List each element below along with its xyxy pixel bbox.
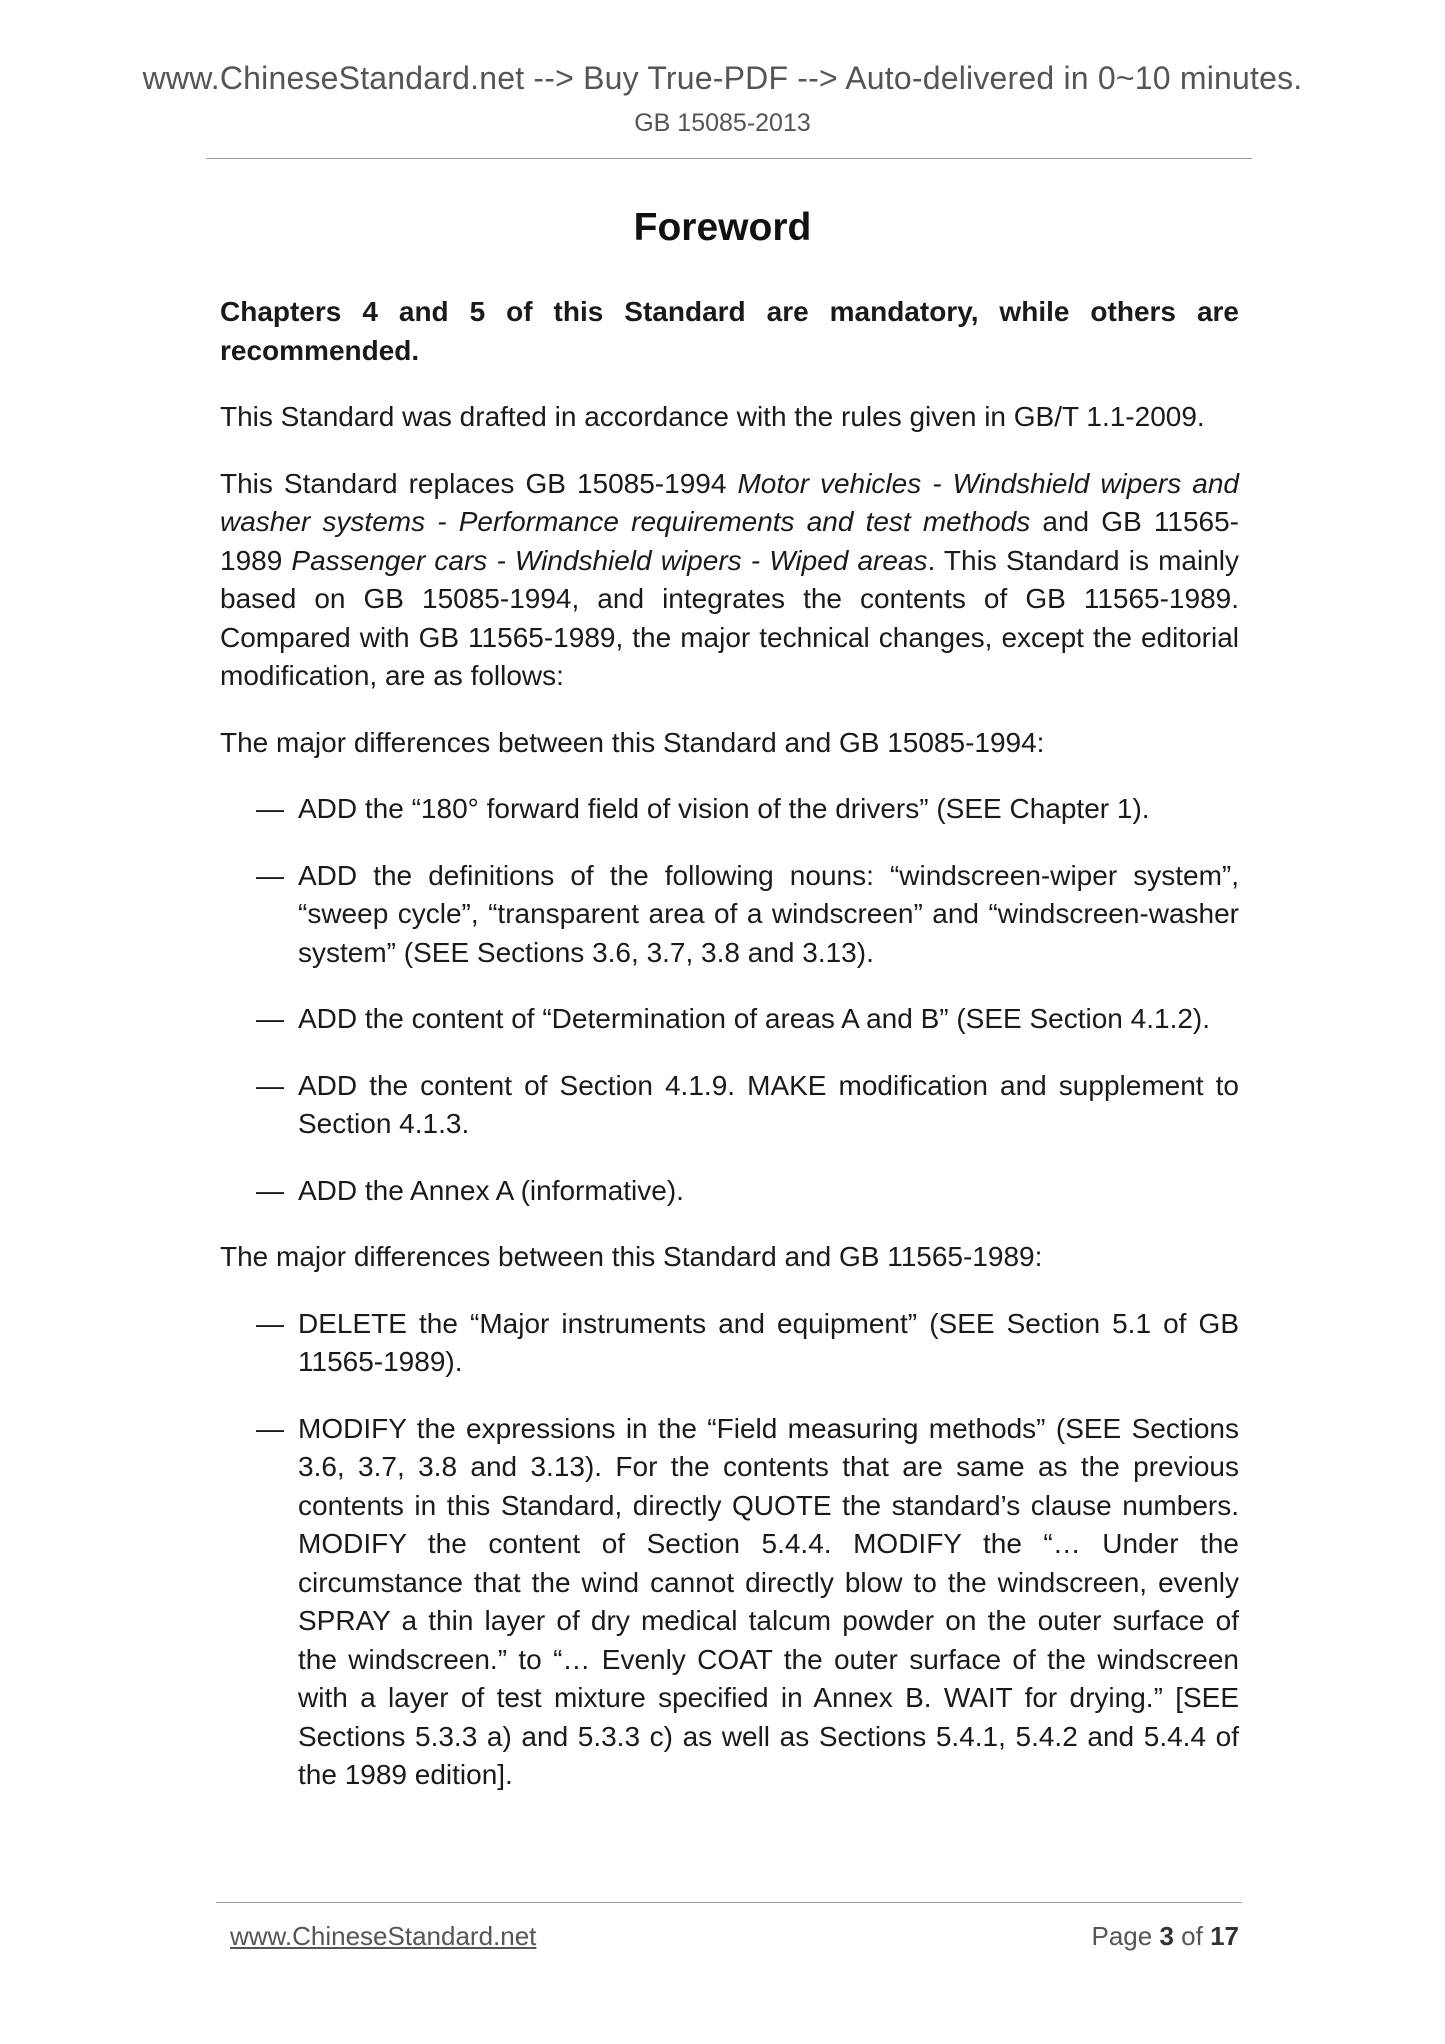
page-current: 3 [1159,1921,1174,1951]
dash-bullet: — [256,1003,284,1034]
page-total: 17 [1210,1921,1239,1951]
header-banner: www.ChineseStandard.net --> Buy True-PDF --> Auto-delivered in 0~10 minutes. [142,60,1303,96]
dash-bullet: — [256,1307,284,1339]
diff-1989-item-text: DELETE the “Major instruments and equipment” (SEE Section 5.1 of GB 11565-1989). [298,1307,1239,1377]
diff-1994-item [220,857,1239,973]
diff-1994-item-text: ADD the Annex A (informative). [298,1174,684,1206]
diff-1994-heading: The major differences between this Standard and GB 15085-1994: [220,726,1045,758]
dash-bullet: — [256,1412,284,1444]
diff-1994-item-text: ADD the content of “Determination of areas A and B” (SEE Section 4.1.2). [298,1003,1211,1034]
diff-1994-item-text: ADD the “180° forward field of vision of the drivers” (SEE Chapter 1). [298,793,1150,824]
diff-1994-item-text: ADD the definitions of the following nouns: “windscreen-wiper system”, “sweep cycle”, “transparent area of a windscreen” and “windscreen-washer system” (SEE Sections 3.6, 3.7, 3.8 and 3.13). [298,859,1239,968]
footer-website-link[interactable]: www.ChineseStandard.net [230,1921,537,1951]
diff-1989-item [220,1305,1239,1382]
page-footer [230,1918,1239,1954]
page-label: Page [1091,1921,1153,1951]
dash-bullet: — [256,859,284,891]
replacement-text-2: and GB 11565-1989 [220,506,1239,576]
dash-bullet: — [256,1069,284,1101]
diff-1994-item [220,790,1239,829]
diff-1994-item [220,1000,1239,1039]
replacement-text-3: . This Standard is mainly based on GB 15085-1994, and integrates the contents of GB 11565-1989. Compared with GB 11565-1989, the major technical changes, except the editorial modification, are as follows: [220,544,1239,691]
foreword-body [220,293,1239,1823]
standard-code: GB 15085-2013 [634,109,811,137]
diff-1989-item-text: MODIFY the expressions in the “Field measuring methods” (SEE Sections 3.6, 3.7, 3.8 and 3.13). For the contents that are same as the previous contents in this Standard, directly QUOTE the standard’s clause numbers. MODIFY the content of Section 5.4.4. MODIFY the “… Under the circumstance that the wind cannot directly blow to the windscreen, evenly SPRAY a thin layer of dry medical talcum powder on the outer surface of the windscreen.” to “… Evenly COAT the outer surface of the windscreen with a layer of test mixture specified in Annex B. WAIT for drying.” [SEE Sections 5.3.3 a) and 5.3.3 c) as well as Sections 5.4.1, 5.4.2 and 5.4.4 of the 1989 edition]. [298,1412,1239,1790]
diff-1989-heading: The major differences between this Standard and GB 11565-1989: [220,1241,1043,1272]
diff-1994-item [220,1067,1239,1144]
diff-1989-item [220,1410,1239,1795]
footer-divider [216,1902,1242,1903]
page-number [1091,1918,1239,1954]
page-header [0,58,1445,138]
replaced-standard-title-1: Motor vehicles - Windshield wipers and washer systems - Performance requirements and test methods [220,467,1239,537]
drafting-rules-paragraph: This Standard was drafted in accordance with the rules given in GB/T 1.1-2009. [220,401,1205,432]
diff-1994-item-text: ADD the content of Section 4.1.9. MAKE modification and supplement to Section 4.1.3. [298,1069,1239,1139]
diff-1994-item [220,1172,1239,1211]
dash-bullet: — [256,1174,284,1206]
replaced-standard-title-2: Passenger cars - Windshield wipers - Wiped areas [291,544,928,576]
header-divider [206,158,1252,159]
dash-bullet: — [256,793,284,824]
replacement-text-1: This Standard replaces GB 15085-1994 [220,467,738,499]
mandatory-statement: Chapters 4 and 5 of this Standard are mandatory, while others are recommended. [220,296,1239,366]
page-of: of [1181,1921,1203,1951]
replacement-paragraph [220,465,1239,696]
page-title: Foreword [633,206,812,249]
